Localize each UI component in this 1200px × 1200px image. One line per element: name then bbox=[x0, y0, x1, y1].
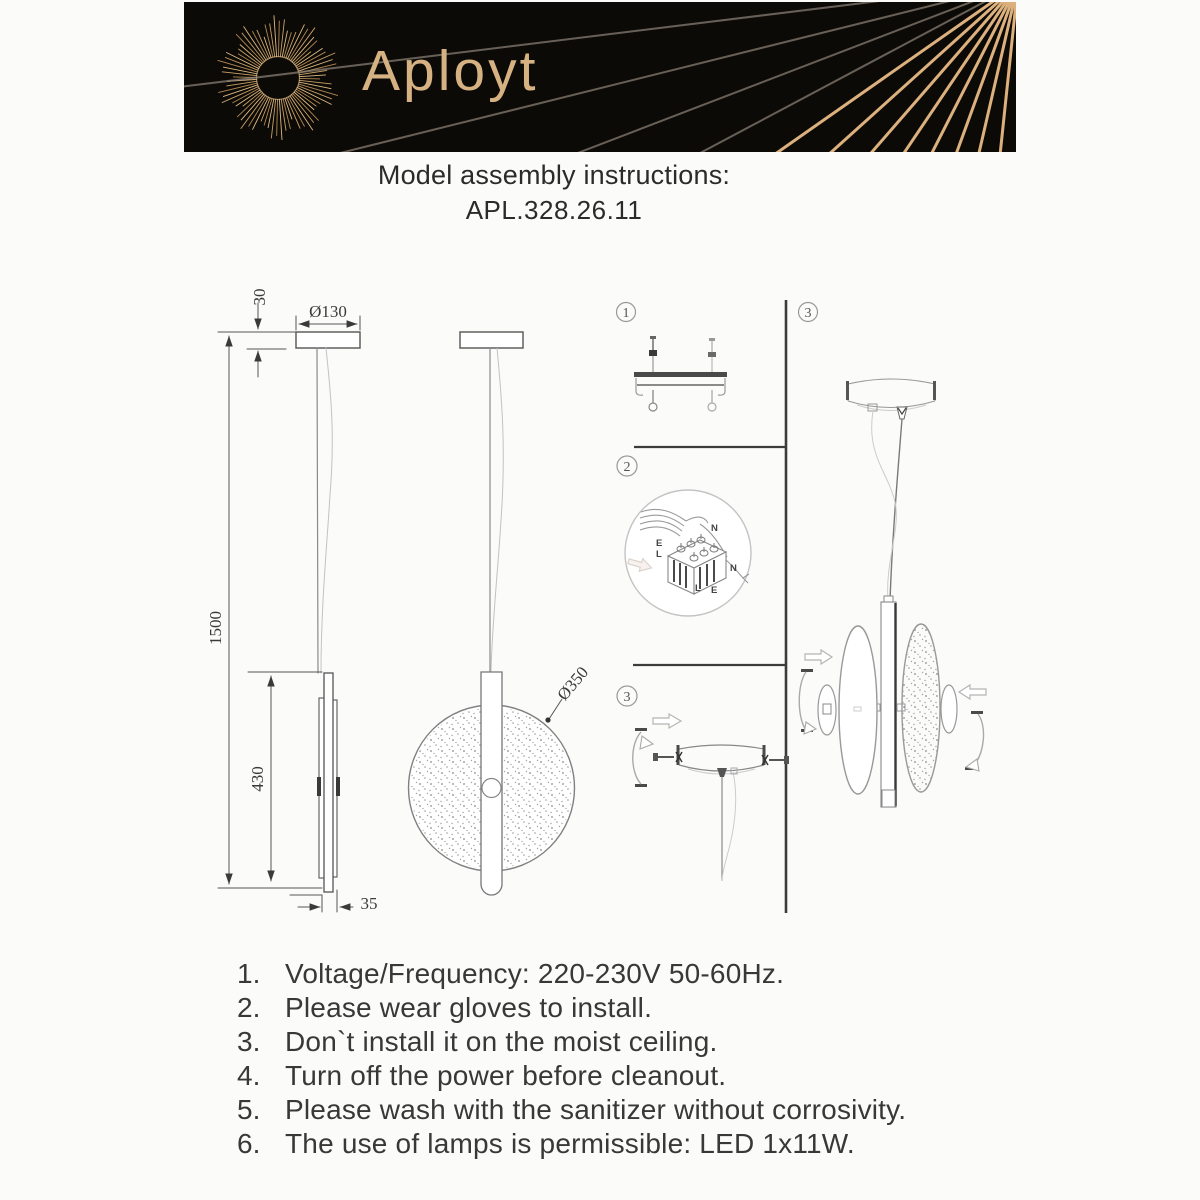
power-cord bbox=[491, 348, 503, 672]
dim-canopy-height-label: 30 bbox=[250, 288, 269, 306]
instruction-number: 3. bbox=[237, 1026, 261, 1057]
model-number: APL.328.26.11 bbox=[465, 195, 643, 225]
dim-body-height-label: 430 bbox=[248, 766, 267, 792]
instruction-item bbox=[237, 1025, 1037, 1059]
instruction-number: 4. bbox=[237, 1060, 261, 1091]
hub-nub-right bbox=[336, 777, 340, 796]
step-3-number: 3 bbox=[623, 690, 631, 705]
cable-gland bbox=[717, 768, 727, 777]
wire-label-l-bottom: L bbox=[695, 583, 701, 594]
side-view-drawing bbox=[206, 289, 378, 914]
banner-decorations bbox=[184, 2, 1016, 152]
instruction-item bbox=[237, 957, 1037, 991]
instruction-text: Don`t install it on the moist ceiling. bbox=[285, 1026, 718, 1057]
rotate-arrow-left-icon bbox=[799, 669, 816, 734]
wire-label-e-bottom: E bbox=[711, 585, 718, 596]
anchor-screw-right bbox=[708, 338, 716, 372]
stem-bar bbox=[881, 596, 896, 807]
ring-left bbox=[818, 685, 836, 735]
dim-drop-height-label: 1500 bbox=[206, 611, 225, 645]
suspension-cable bbox=[317, 348, 318, 673]
cord-fitting bbox=[868, 404, 877, 411]
power-cord bbox=[321, 348, 332, 673]
front-view-drawing bbox=[409, 332, 593, 895]
push-arrow-left-icon bbox=[959, 685, 986, 699]
wire-label-l-left: L bbox=[656, 549, 662, 560]
instruction-text: Turn off the power before cleanout. bbox=[285, 1060, 727, 1091]
canopy-front-view bbox=[460, 332, 523, 348]
wire-label-n-top: N bbox=[711, 523, 718, 534]
push-arrow-right-icon bbox=[805, 650, 832, 664]
step-2-number: 2 bbox=[623, 460, 631, 475]
brand-wordmark: Aployt bbox=[362, 39, 539, 103]
instruction-text: Voltage/Frequency: 220-230V 50-60Hz. bbox=[285, 958, 785, 989]
instruction-number: 1. bbox=[237, 958, 261, 989]
page-title: Model assembly instructions: bbox=[377, 160, 731, 190]
dim-body-depth-label: 35 bbox=[360, 894, 378, 913]
rotate-arrow-icon bbox=[633, 728, 653, 787]
instruction-item bbox=[237, 1127, 1037, 1161]
dim-canopy-diameter-label: Ø130 bbox=[309, 302, 347, 321]
step-2-panel bbox=[617, 456, 751, 616]
instruction-item bbox=[237, 1093, 1037, 1127]
step-3-detail-panel bbox=[799, 303, 987, 808]
ring-right bbox=[941, 685, 957, 733]
power-cord bbox=[872, 411, 897, 600]
wire-label-e-left: E bbox=[656, 538, 663, 549]
center-knob bbox=[482, 779, 501, 798]
starburst-center bbox=[258, 58, 298, 98]
canopy bbox=[846, 379, 936, 411]
instruction-text: Please wear gloves to install. bbox=[285, 992, 653, 1023]
hub-nub-left bbox=[317, 777, 321, 796]
step-1-number: 1 bbox=[622, 306, 630, 321]
stem-bar bbox=[324, 673, 333, 892]
anchor-screw-left bbox=[649, 336, 657, 372]
rotate-arrow-right-icon bbox=[965, 711, 984, 771]
hanging-screw-left bbox=[649, 390, 657, 411]
disc-half-textured bbox=[902, 624, 940, 792]
assembly-diagram bbox=[184, 265, 1016, 955]
step-3-detail-number: 3 bbox=[804, 306, 812, 321]
step-1-panel bbox=[617, 303, 728, 412]
instruction-number: 2. bbox=[237, 992, 261, 1023]
instruction-number: 5. bbox=[237, 1094, 261, 1125]
bracket-hook-right bbox=[718, 378, 725, 395]
title-block bbox=[184, 160, 924, 226]
instructions-list bbox=[237, 957, 1037, 1161]
direction-arrow-icon bbox=[653, 714, 681, 728]
instruction-number: 6. bbox=[237, 1128, 261, 1159]
disc-half-plain bbox=[839, 626, 877, 794]
power-cord bbox=[722, 772, 736, 881]
instruction-item bbox=[237, 1059, 1037, 1093]
canopy-side-view bbox=[296, 332, 360, 348]
instruction-text: The use of lamps is permissible: LED 1x11W. bbox=[285, 1128, 855, 1159]
leader-dot bbox=[545, 717, 550, 722]
wire-label-n-right: N bbox=[730, 563, 737, 574]
header-banner bbox=[184, 2, 1016, 152]
mounting-bracket-bar bbox=[634, 372, 727, 377]
corner-rays-icon bbox=[184, 2, 1016, 152]
instruction-item bbox=[237, 991, 1037, 1025]
hanging-screw-right bbox=[708, 390, 716, 411]
instruction-text: Please wash with the sanitizer without corrosivity. bbox=[285, 1094, 907, 1125]
bracket-hook-left bbox=[636, 378, 643, 395]
dim-shade-diameter-label: Ø350 bbox=[553, 662, 593, 705]
side-screw-right bbox=[762, 755, 789, 765]
step-3-panel bbox=[617, 686, 789, 881]
